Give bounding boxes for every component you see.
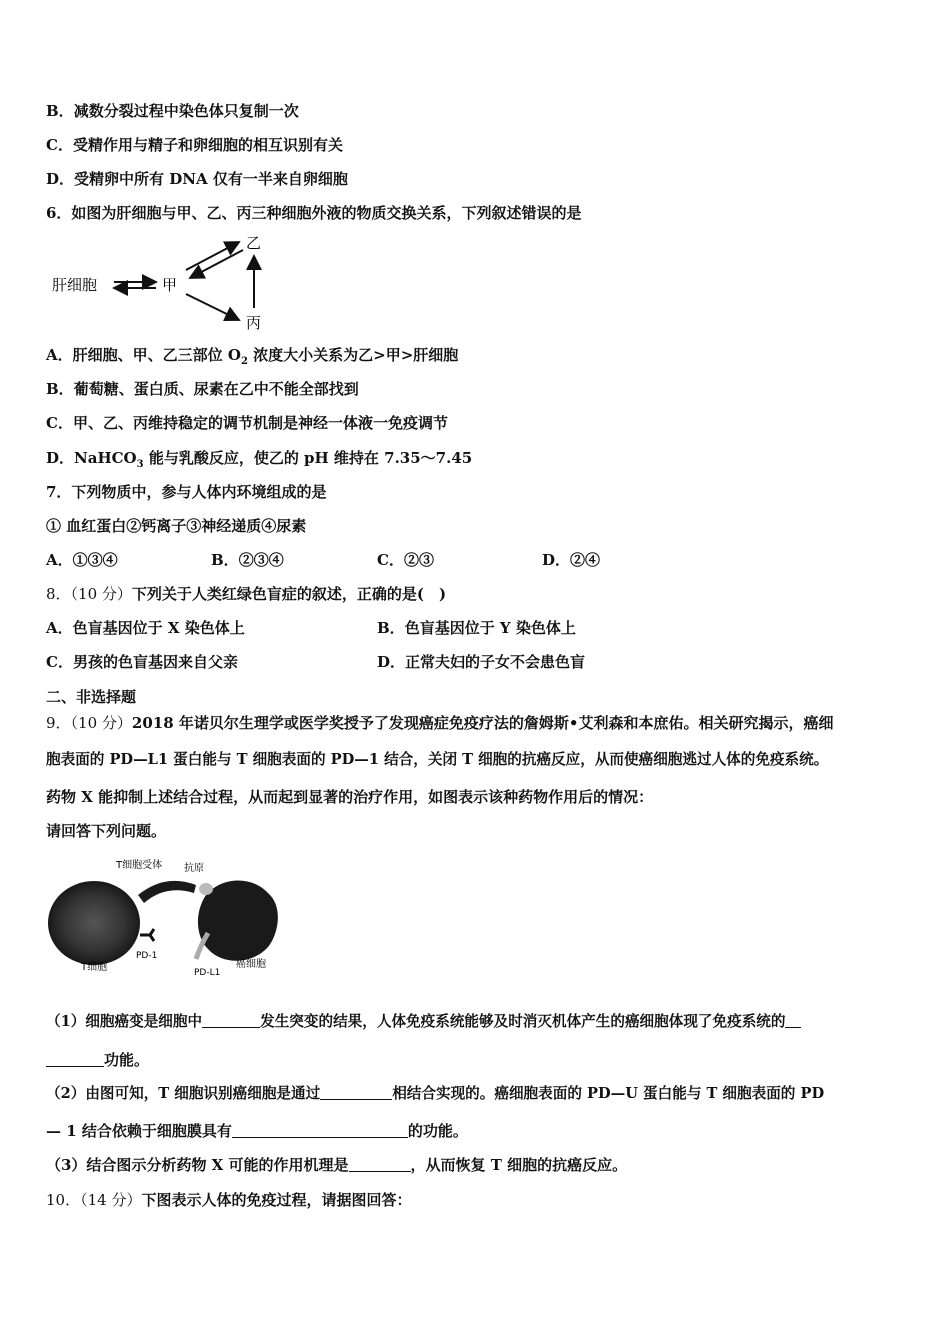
sub-question-text: （1）细胞癌变是细胞中 (46, 1013, 203, 1030)
option-text: 肝细胞、甲、乙三部位 O (72, 346, 241, 364)
option-text: 色盲基因位于 Y 染色体上 (404, 619, 576, 637)
question-text: 下图表示人体的免疫过程，请据图回答： (141, 1191, 412, 1209)
t-receptor-shape (138, 881, 196, 903)
q5-option-b (46, 101, 299, 121)
question-9-line-2: 胞表面的 PD—L1 蛋白能与 T 细胞表面的 PD—1 结合，关闭 T 细胞的抗癌反应，从而使癌细胞逃过人体的免疫系统。 (46, 751, 829, 768)
sub-question-text: （2）由图可知，T 细胞识别癌细胞是通过 (46, 1085, 321, 1102)
answer-blank[interactable] (320, 1085, 392, 1100)
q9-sub1-line-2 (46, 1050, 149, 1070)
question-text: 下列关于人类红绿色盲症的叙述，正确的是( ) (131, 585, 447, 603)
sub-question-text: ，从而恢复 T 细胞的抗癌反应。 (410, 1156, 628, 1174)
subscript: 3 (136, 459, 144, 470)
t-cell-shape (48, 881, 140, 965)
option-letter: B． (211, 551, 239, 569)
question-score: 9．（10 分） (46, 714, 132, 732)
option-letter: D． (377, 653, 406, 671)
q7-option-d (542, 550, 600, 570)
yi-label: 乙 (246, 234, 262, 252)
question-9-line-1 (46, 713, 833, 733)
q5-option-c (46, 135, 343, 155)
q7-option-a (46, 550, 118, 570)
answer-blank[interactable] (202, 1013, 260, 1028)
q6-option-c (46, 413, 448, 433)
question-9-line-3: 药物 X 能抑制上述结合过程，从而起到显著的治疗作用，如图表示该种药物作用后的情况： (46, 788, 654, 806)
jia-label: 甲 (162, 276, 178, 294)
option-letter: B． (46, 102, 74, 120)
answer-blank[interactable] (785, 1013, 801, 1028)
option-text: ①③④ (72, 551, 118, 569)
option-letter: D． (46, 449, 75, 467)
option-text: 受精作用与精子和卵细胞的相互识别有关 (72, 136, 343, 154)
question-7-items: ① 血红蛋白②钙离子③神经递质④尿素 (46, 517, 307, 535)
t-cell-label: T细胞 (81, 962, 108, 973)
option-text: 受精卵中所有 DNA 仅有一半来自卵细胞 (74, 170, 348, 188)
antigen-label: 抗原 (184, 863, 204, 874)
arrow-jia-to-bing (186, 294, 239, 320)
t-receptor-label: T细胞受体 (116, 860, 163, 871)
q7-option-b (211, 550, 284, 570)
question-9-line-4: 请回答下列问题。 (46, 822, 167, 840)
option-text: 葡萄糖、蛋白质、尿素在乙中不能全部找到 (73, 380, 359, 398)
subscript: 2 (240, 356, 248, 367)
question-7-stem: 7．下列物质中，参与人体内环境组成的是 (46, 483, 327, 501)
option-text: 正常夫妇的子女不会患色盲 (405, 653, 586, 671)
option-letter: A． (46, 619, 73, 637)
question-score: 10．（14 分） (46, 1191, 142, 1209)
option-text: ②③④ (238, 551, 284, 569)
answer-blank[interactable] (232, 1123, 408, 1138)
option-text: 甲、乙、丙维持稳定的调节机制是神经一体液一免疫调节 (72, 414, 448, 432)
q9-sub1-line-1 (46, 1012, 801, 1032)
section-heading: 二、非选择题 (46, 688, 137, 706)
option-letter: A． (46, 551, 73, 569)
q9-sub2-line-1 (46, 1084, 824, 1104)
antigen-shape (199, 883, 213, 895)
option-letter: B． (377, 619, 405, 637)
q8-option-a (46, 618, 245, 638)
sub-question-text: 相结合实现的。癌细胞表面的 PD—U 蛋白能与 T 细胞表面的 PD (392, 1085, 825, 1102)
bing-label: 丙 (246, 314, 262, 332)
sub-question-text: — 1 结合依赖于细胞膜具有 (46, 1122, 232, 1140)
option-text: ②④ (570, 551, 601, 569)
question-text: 2018 年诺贝尔生理学或医学奖授予了发现癌症免疫疗法的詹姆斯•艾利森和本庶佑。相关研究揭示，癌细 (131, 714, 834, 732)
sub-question-text: 发生突变的结果，人体免疫系统能够及时消灭机体产生的癌细胞体现了免疫系统的 (260, 1013, 786, 1030)
option-letter: C． (46, 136, 73, 154)
q9-sub2-line-2 (46, 1121, 468, 1141)
q8-option-b (377, 618, 576, 638)
option-letter: C． (46, 414, 73, 432)
option-text: 减数分裂过程中染色体只复制一次 (73, 102, 299, 120)
option-text: NaHCO (74, 449, 137, 467)
pd1-shape (140, 929, 154, 941)
q9-sub3 (46, 1155, 627, 1175)
option-text: 色盲基因位于 X 染色体上 (72, 619, 245, 637)
option-text: 浓度大小关系为乙>甲>肝细胞 (247, 346, 459, 364)
tcell-cancer-figure (46, 855, 282, 980)
option-letter: C． (377, 551, 404, 569)
question-6-stem: 6．如图为肝细胞与甲、乙、丙三种细胞外液的物质交换关系，下列叙述错误的是 (46, 204, 582, 222)
sub-question-text: 功能。 (104, 1051, 150, 1069)
pd1-label: PD-1 (136, 951, 158, 961)
question-10-stem (46, 1190, 411, 1210)
answer-blank[interactable] (46, 1052, 104, 1067)
sub-question-text: 的功能。 (407, 1122, 468, 1140)
q6-option-a (46, 345, 458, 372)
answer-blank[interactable] (349, 1157, 411, 1172)
cancer-cell-label: 癌细胞 (236, 959, 266, 970)
question-8-stem (46, 584, 446, 604)
sub-question-text: （3）结合图示分析药物 X 可能的作用机理是 (46, 1156, 349, 1174)
q6-option-b (46, 379, 359, 399)
pdl1-label: PD-L1 (194, 968, 221, 978)
q7-option-c (377, 550, 434, 570)
option-letter: A． (46, 346, 73, 364)
option-letter: D． (542, 551, 571, 569)
option-letter: C． (46, 653, 73, 671)
q6-option-d (46, 448, 472, 475)
liver-cell-label: 肝细胞 (52, 276, 98, 294)
option-text: 男孩的色盲基因来自父亲 (72, 653, 238, 671)
fluid-exchange-diagram (46, 228, 286, 338)
option-letter: D． (46, 170, 75, 188)
option-text: 能与乳酸反应，使乙的 pH 维持在 7.35～7.45 (143, 449, 473, 467)
q8-option-d (377, 652, 585, 672)
option-text: ②③ (403, 551, 434, 569)
q8-option-c (46, 652, 238, 672)
q5-option-d (46, 169, 348, 189)
question-score: 8．（10 分） (46, 585, 132, 603)
option-letter: B． (46, 380, 74, 398)
